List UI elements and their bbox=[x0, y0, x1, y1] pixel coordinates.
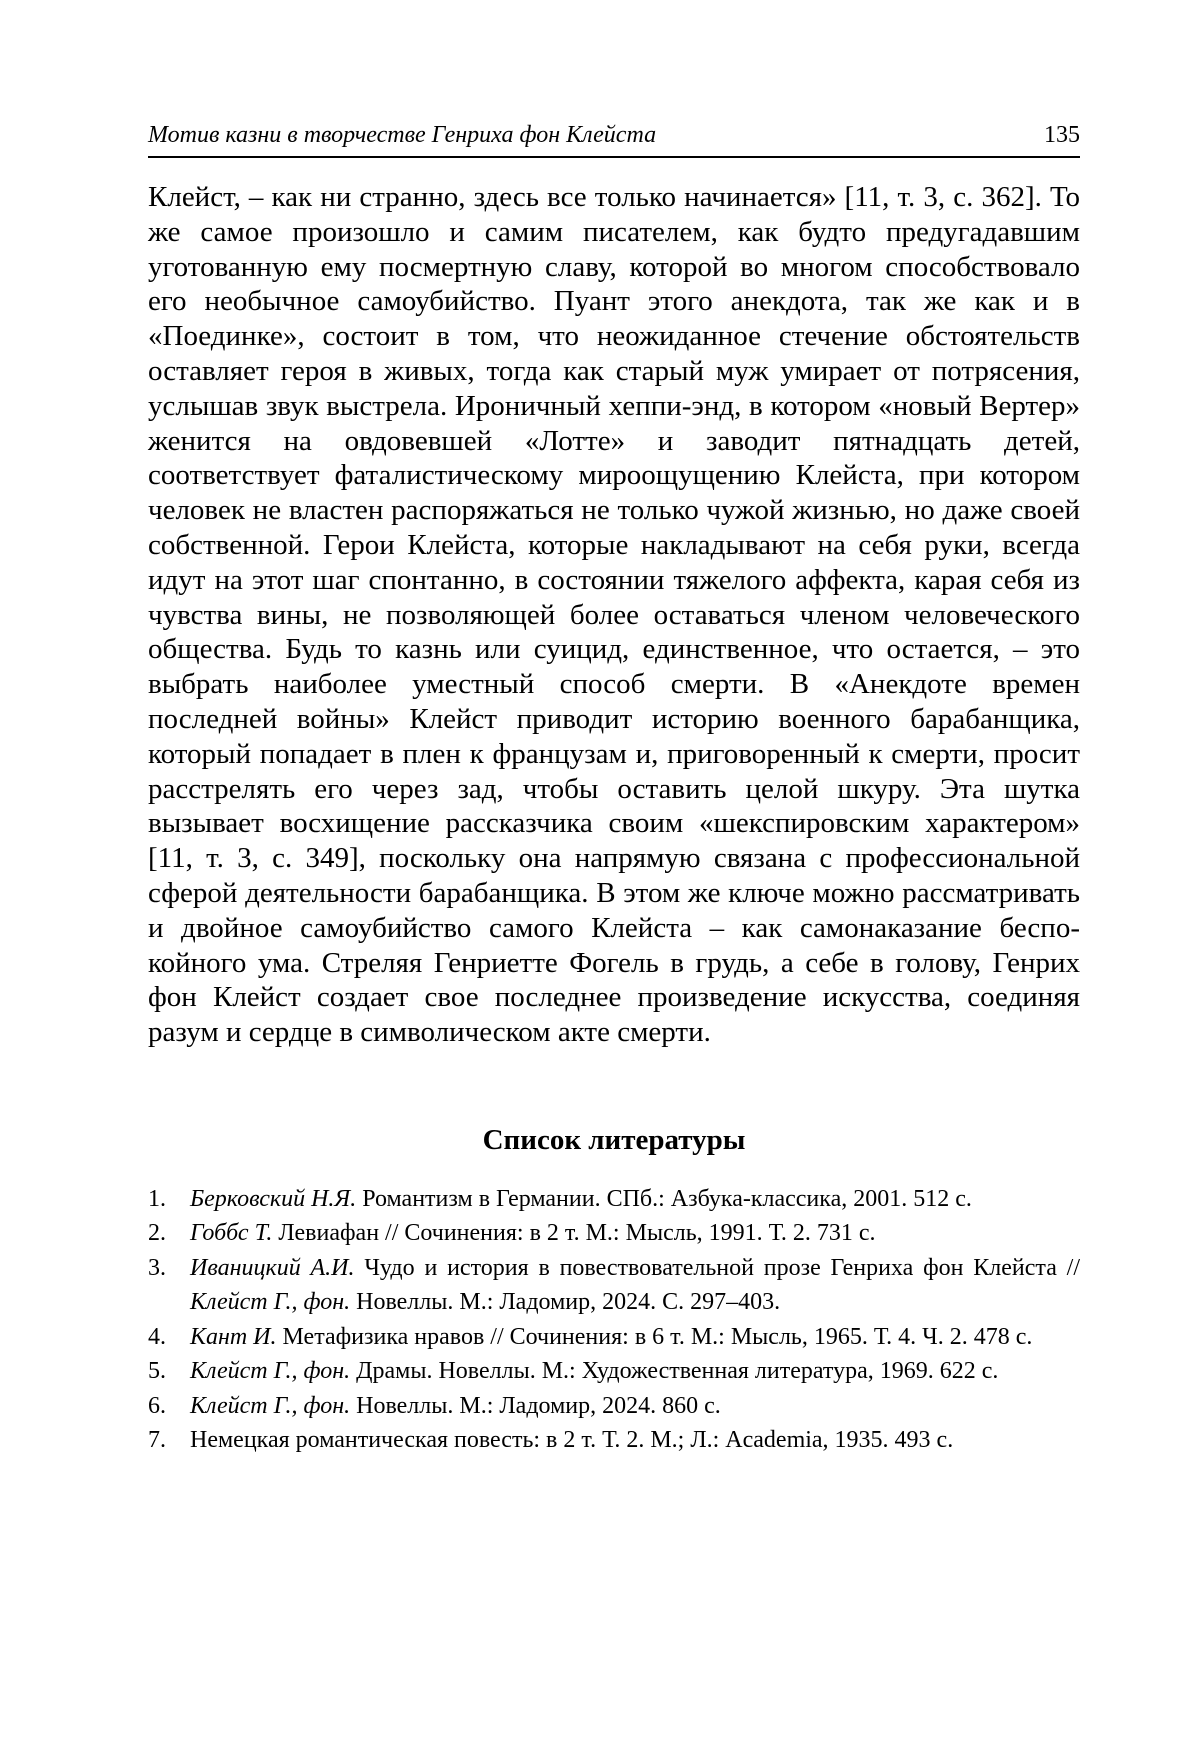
reference-italic-author: Клейст Г., фон. bbox=[190, 1289, 351, 1316]
reference-item-1 bbox=[148, 1182, 1080, 1217]
reference-text bbox=[190, 1354, 1080, 1389]
reference-author: Берковский Н.Я. bbox=[190, 1185, 357, 1212]
reference-number: 7. bbox=[148, 1427, 166, 1454]
reference-text bbox=[190, 1251, 1080, 1320]
reference-text bbox=[190, 1423, 1080, 1458]
reference-text bbox=[190, 1320, 1080, 1355]
reference-item-4 bbox=[148, 1320, 1080, 1355]
page bbox=[148, 120, 1080, 1482]
reference-body: Романтизм в Германии. СПб.: Азбука-классика, 2001. 512 с. bbox=[356, 1185, 972, 1212]
reference-item-3 bbox=[148, 1251, 1080, 1320]
reference-body: Левиафан // Сочинения: в 2 т. М.: Мысль, 1991. Т. 2. 731 с. bbox=[272, 1220, 876, 1247]
body-text bbox=[148, 180, 1080, 1050]
reference-text bbox=[190, 1216, 1080, 1251]
references-list bbox=[148, 1182, 1080, 1458]
reference-item-5 bbox=[148, 1354, 1080, 1389]
reference-body: Немецкая романтическая повесть: в 2 т. Т. 2. М.; Л.: Academia, 1935. 493 с. bbox=[190, 1427, 954, 1454]
reference-body: Чудо и история в повествовательной прозе Генриха фон Клейста // bbox=[354, 1254, 1080, 1281]
reference-item-7 bbox=[148, 1423, 1080, 1458]
reference-author: Клейст Г., фон. bbox=[190, 1358, 351, 1385]
reference-author: Гоббс Т. bbox=[190, 1220, 273, 1247]
reference-number: 4. bbox=[148, 1323, 166, 1350]
reference-number: 6. bbox=[148, 1392, 166, 1419]
reference-number: 1. bbox=[148, 1185, 166, 1212]
reference-number: 2. bbox=[148, 1220, 166, 1247]
references-heading: Список литературы bbox=[482, 1123, 746, 1156]
reference-author: Иваницкий А.И. bbox=[190, 1254, 355, 1281]
reference-text bbox=[190, 1182, 1080, 1217]
reference-item-2 bbox=[148, 1216, 1080, 1251]
body-paragraph: Клейст, – как ни странно, здесь все только начинается» [11, т. 3, с. 362]. То же самое произошло и самим писателем, как будто предугадавшим уготованную ему посмертную славу, которой во многом способствовало его необычное самоубийство. Пуант этого анекдота, так же как и в «Поединке», состоит в том, что неожиданное стечение обстоятельств оставляет героя в живых, тогда как старый муж умирает от потрясения, услышав звук выстрела. Ироничный хеппи-энд, в котором «новый Вертер» женится на овдовевшей «Лотте» и заводит пятнадцать детей, соответствует фаталистическому мироощущению Клейста, при котором человек не властен распоряжаться не только чужой жизнью, но даже своей собственной. Герои Клейста, которые накладывают на себя руки, всегда идут на этот шаг спонтанно, в состоянии тяжелого аффекта, карая себя из чувства вины, не позволяющей более оставаться членом человеческого общества. Будь то казнь или суицид, единственное, что остается, – это выбрать наиболее уместный способ смерти. В «Анекдоте времен последней войны» Клейст приводит историю военного барабанщика, который попадает в плен к французам и, приговоренный к смерти, просит расстрелять его через зад, чтобы оставить целой шкуру. Эта шутка вызывает восхищение рассказчика своим «шекспировским характером» [11, т. 3, с. 349], поскольку она напрямую связана с профессиональной сферой деятельности барабанщика. В этом же ключе можно рассматривать и двойное самоубийство самого Клейста – как самонаказание беспокойного ума. Стреляя Генриетте Фогель в грудь, а себе в голову, Генрих фон Клейст создает свое последнее произведение искусства, соединяя разум и сердце в символическом акте смерти. bbox=[148, 181, 1080, 1049]
reference-text bbox=[190, 1389, 1080, 1424]
reference-number: 3. bbox=[148, 1254, 166, 1281]
running-header bbox=[148, 120, 1080, 158]
reference-author: Кант И. bbox=[190, 1323, 277, 1350]
reference-number: 5. bbox=[148, 1358, 166, 1385]
reference-author: Клейст Г., фон. bbox=[190, 1392, 351, 1419]
reference-body: Драмы. Новеллы. М.: Художественная литература, 1969. 622 с. bbox=[350, 1358, 999, 1385]
page-number: 135 bbox=[1044, 122, 1080, 148]
reference-body: Новеллы. М.: Ладомир, 2024. 860 с. bbox=[350, 1392, 721, 1419]
reference-body-continued: Новеллы. М.: Ладомир, 2024. С. 297–403. bbox=[350, 1289, 781, 1316]
reference-item-6 bbox=[148, 1389, 1080, 1424]
running-title: Мотив казни в творчестве Генриха фон Клейста bbox=[148, 122, 657, 148]
reference-body: Метафизика нравов // Сочинения: в 6 т. М.: Мысль, 1965. Т. 4. Ч. 2. 478 с. bbox=[276, 1323, 1033, 1350]
